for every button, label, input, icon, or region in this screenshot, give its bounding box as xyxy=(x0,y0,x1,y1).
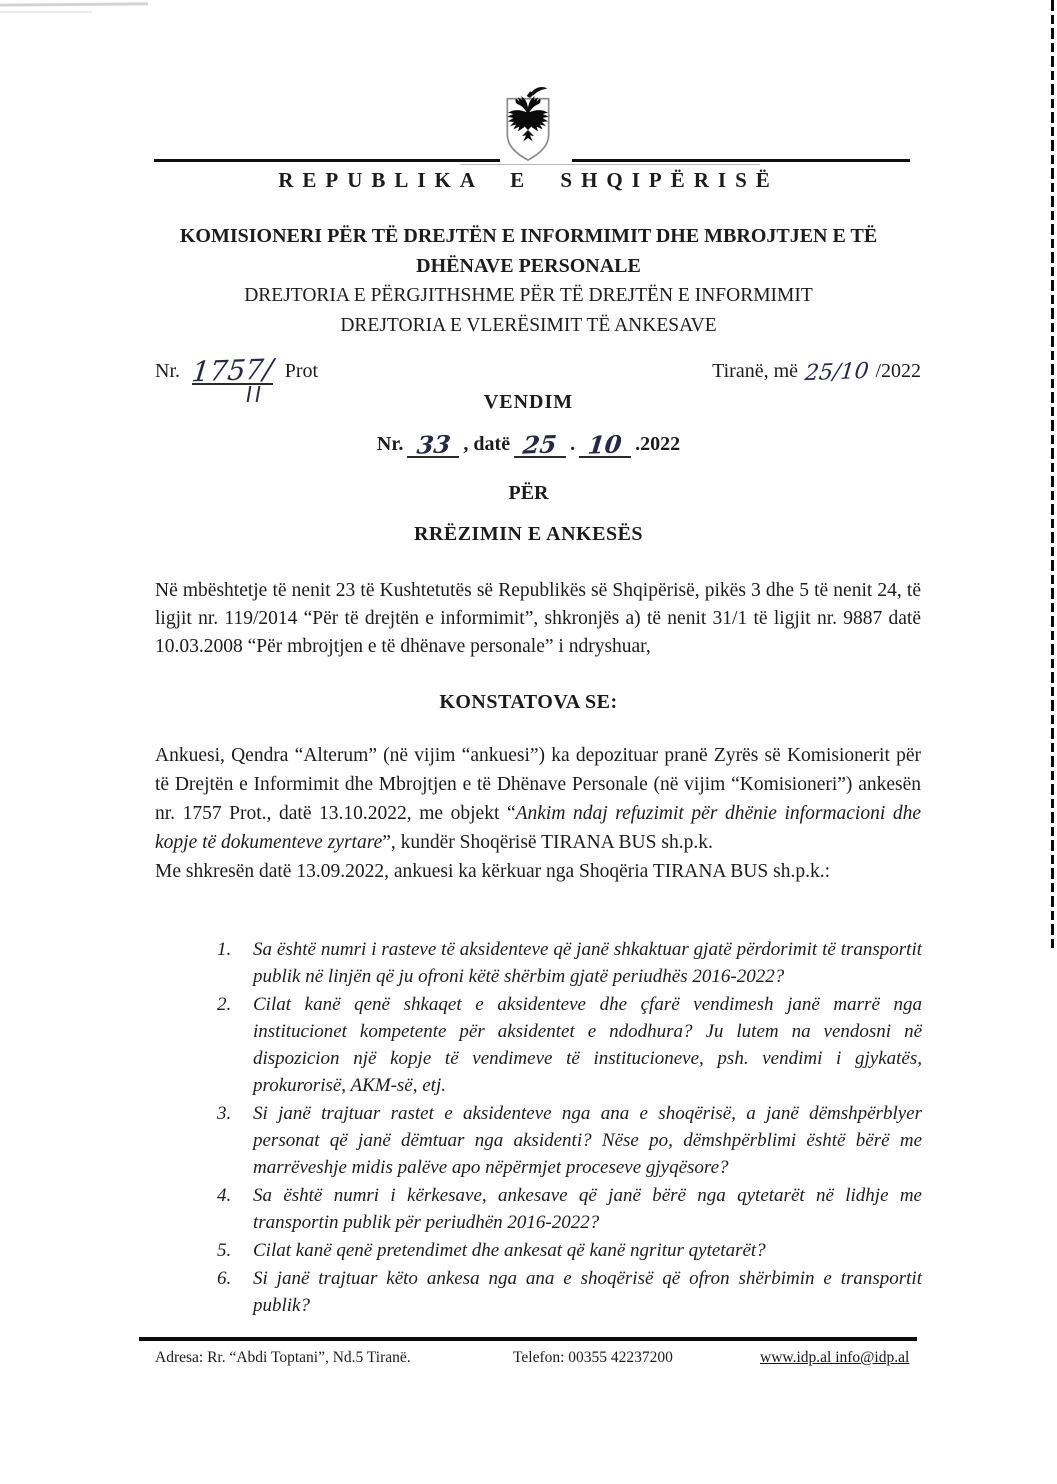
complaint-text-before: Ankuesi, Qendra “Alterum” (në vijim “ankuesi”) ka depozituar pranë Zyrës së Komisionerit për të Drejtën e Informimit dhe Mbrojtjen e të Dhënave Personale (në vijim “Komisioneri”) ankesën nr. 1757 Prot., datë 13.10.2022, me objekt “ xyxy=(155,745,921,824)
date-year-printed: /2022 xyxy=(875,360,921,382)
footer-rule xyxy=(139,1337,917,1341)
protocol-number-handwritten: 1757/ xyxy=(190,352,275,389)
albanian-eagle-emblem-icon xyxy=(494,84,562,172)
question-item: Cilat kanë qenë pretendimet dhe ankesat që kanë ngritur qytetarët? xyxy=(253,1240,766,1261)
protocol-row xyxy=(155,352,921,389)
protocol-number-blank xyxy=(190,352,275,389)
decision-nr-handwritten: 33 xyxy=(415,429,452,460)
scan-artifact-top-left-2 xyxy=(0,11,92,13)
complaint-text-after: ”, kundër Shoqërisë TIRANA BUS sh.p.k. xyxy=(382,832,713,853)
header-rule-left xyxy=(154,159,500,162)
footer-website-link: www.idp.al info@idp.al xyxy=(760,1349,910,1366)
decision-month-blank xyxy=(579,430,631,458)
question-item: Si janë trajtuar këto ankesa nga ana e shoqërisë që ofron shërbimin e transportit publik? xyxy=(253,1268,922,1316)
decision-title: VENDIM xyxy=(483,391,574,413)
decision-day-handwritten: 25 xyxy=(521,429,559,460)
complaint-section xyxy=(155,741,921,886)
org-line-3: DREJTORIA E PËRGJITHSHME PËR TË DREJTËN E INFORMIMIT xyxy=(244,285,813,306)
place-date xyxy=(712,358,921,387)
decision-nr-blank xyxy=(407,430,459,458)
legal-basis-paragraph: Në mbështetje të nenit 23 të Kushtetutës së Republikës së Shqipërisë, pikës 3 dhe 5 të nenit 24, të ligjit nr. 119/2014 “Për të drejtën e informimit”, shkronjës a) të nenit 31/1 të ligjit nr. 9887 datë 10.03.2008 “Për mbrojtjen e të dhënave personale” i ndryshuar, xyxy=(155,580,921,657)
question-item: Sa është numri i rasteve të aksidenteve që janë shkaktuar gjatë përdorimit të transportit publik në linjën që ju ofroni këtë shërbim gjatë periudhës 2016-2022? xyxy=(253,939,922,987)
protocol-prot-label: Prot xyxy=(284,360,319,382)
complaint-paragraph xyxy=(155,741,921,857)
org-line-2: DHËNAVE PERSONALE xyxy=(416,255,641,277)
header-rule-right xyxy=(572,159,910,162)
republic-title: REPUBLIKA E SHQIPËRISË xyxy=(278,168,779,192)
footer-phone: Telefon: 00355 42237200 xyxy=(513,1349,673,1366)
organization-name xyxy=(128,221,929,341)
org-line-1: KOMISIONERI PËR TË DREJTËN E INFORMIMIT DHE MBROJTJEN E TË xyxy=(179,225,878,247)
protocol-number-label: Nr. xyxy=(155,360,180,382)
complaint-object-italic: Ankim ndaj refuzimit për dhënie informacioni dhe kopje të dokumenteve zyrtare xyxy=(155,803,921,853)
decision-per-label: PËR xyxy=(508,482,549,504)
scan-artifact-top-left xyxy=(0,2,148,6)
org-line-4: DREJTORIA E VLERËSIMIT TË ANKESAVE xyxy=(340,315,717,336)
place-date-prefix: Tiranë, më xyxy=(712,360,799,382)
request-intro: Me shkresën datë 13.09.2022, ankuesi ka kërkuar nga Shoqëria TIRANA BUS sh.p.k.: xyxy=(155,861,830,882)
questions-list xyxy=(215,936,922,1320)
protocol-number xyxy=(155,352,319,389)
decision-day-blank xyxy=(514,430,566,458)
decision-date-dot: . xyxy=(570,433,576,455)
decision-date-label: , datë xyxy=(463,433,511,455)
footer-address: Adresa: Rr. “Abdi Toptani”, Nd.5 Tiranë. xyxy=(155,1349,411,1366)
decision-nr-label: Nr. xyxy=(376,433,404,455)
konstatova-heading: KONSTATOVA SE: xyxy=(439,691,618,713)
scan-artifact-right-edge xyxy=(1051,0,1054,948)
question-item: Sa është numri i kërkesave, ankesave që janë bërë nga qytetarët në lidhje me transportin publik për periudhën 2016-2022? xyxy=(253,1185,922,1233)
decision-month-handwritten: 10 xyxy=(586,429,624,460)
question-item: Cilat kanë qenë shkaqet e aksidenteve dhe çfarë vendimesh janë marrë nga institucionet kompetente për aksidentet e ndodhura? Ju lutem na vendosni në dispozicion një kopje të vendimeve të institucioneve, psh. vendimi i gjykatës, prokurorisë, AKM-së, etj. xyxy=(253,994,922,1096)
date-handwritten: 25/10 xyxy=(803,358,870,387)
decision-subject: RRËZIMIN E ANKESËS xyxy=(413,523,644,545)
decision-year-printed: .2022 xyxy=(635,433,681,455)
question-item: Si janë trajtuar rastet e aksidenteve nga ana e shoqërisë, a janë dëmshpërblyer personat që janë dëmtuar nga aksidenti? Nëse po, dëmshpërblimi është bërë me marrëveshje midis palëve apo nëpërmjet proceseve gjyqësore? xyxy=(253,1103,922,1178)
decision-number-line xyxy=(0,430,1057,458)
